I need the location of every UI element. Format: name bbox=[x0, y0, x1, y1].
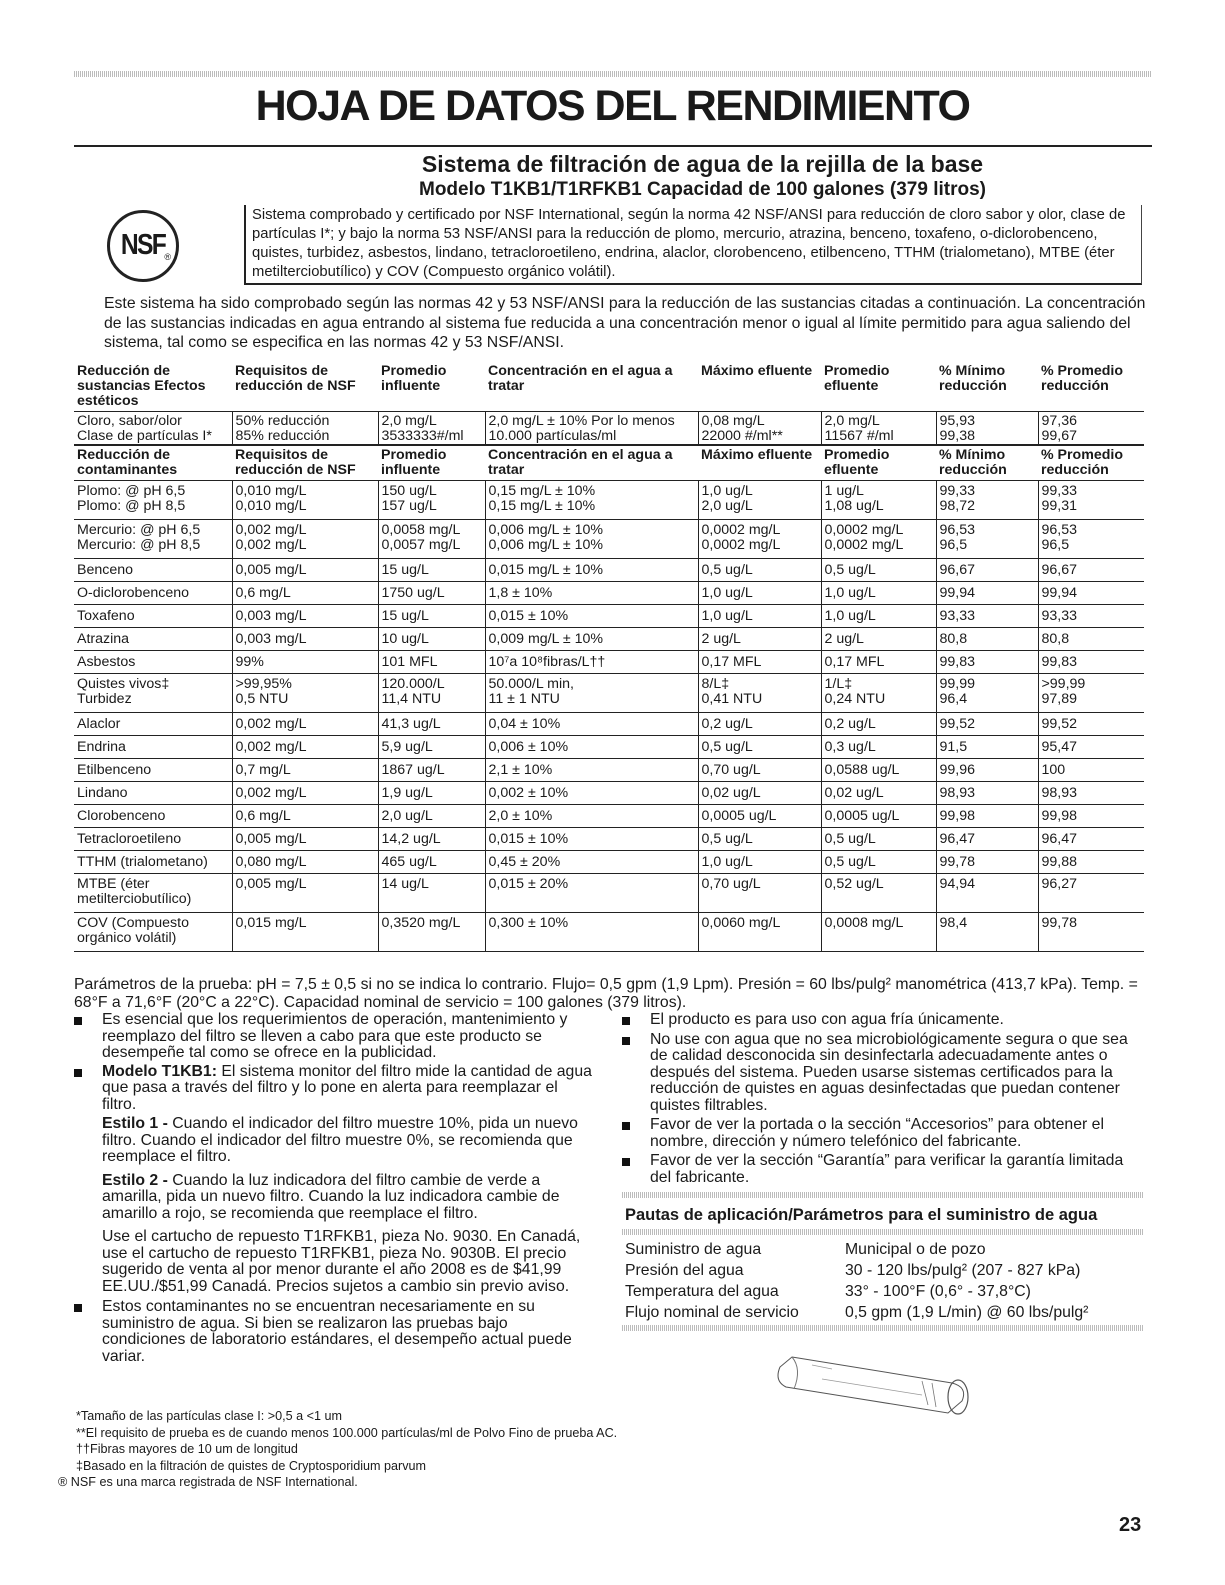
col-header: % Mínimo reducción bbox=[936, 445, 1038, 481]
note-bullet: Es esencial que los requerimientos de operación, mantenimiento y reemplazo del filtro se lleven a cabo para que este producto se desempeñe tal como se ofrece en la publicidad. bbox=[74, 1012, 594, 1062]
style2-text: Cuando la luz indicadora del filtro cambie de verde a amarilla, pida un nuevo filtro. Cuando la luz indicadora cambie de amarillo a rojo, se recomienda que reemplace el filtro. bbox=[102, 1171, 560, 1222]
table-cell: 1,0 ug/L 2,0 ug/L bbox=[698, 481, 821, 520]
footnote: *Tamaño de las partículas clase I: >0,5 a <1 um bbox=[76, 1409, 343, 1423]
table-cell: 1,8 ± 10% bbox=[485, 582, 698, 605]
registered-mark: ® bbox=[164, 252, 171, 262]
footnote: ††Fibras mayores de 10 um de longitud bbox=[76, 1442, 298, 1456]
page-number: 23 bbox=[1119, 1514, 1142, 1536]
table-cell: Asbestos bbox=[74, 651, 232, 674]
table-cell: MTBE (éter metilterciobutílico) bbox=[74, 874, 232, 913]
table-cell: 10⁷a 10⁸fibras/L†† bbox=[485, 651, 698, 674]
table-cell: 0,015 mg/L bbox=[232, 913, 378, 952]
table-cell: 1867 ug/L bbox=[378, 759, 485, 782]
table-cell: 80,8 bbox=[936, 628, 1038, 651]
table-cell: 150 ug/L 157 ug/L bbox=[378, 481, 485, 520]
table-cell: 99,83 bbox=[1038, 651, 1144, 674]
table-row bbox=[622, 1302, 1144, 1323]
table-cell: 0,015 ± 10% bbox=[485, 605, 698, 628]
subtitle: Sistema de filtración de agua de la rejilla de la base bbox=[421, 151, 984, 177]
table-cell: 0,015 ± 10% bbox=[485, 828, 698, 851]
table-cell: 0,15 mg/L ± 10% 0,15 mg/L ± 10% bbox=[485, 481, 698, 520]
top-dotted-rule bbox=[74, 71, 1152, 77]
table-cell: 0,005 mg/L bbox=[232, 874, 378, 913]
table-cell: 98,93 bbox=[936, 782, 1038, 805]
table-header-row bbox=[74, 362, 1144, 412]
table-cell: 2,0 ± 10% bbox=[485, 805, 698, 828]
table-cell: 0,02 ug/L bbox=[821, 782, 936, 805]
intro-paragraph: Este sistema ha sido comprobado según las normas 42 y 53 NSF/ANSI para la reducción de las sustancias citadas a continuación. La concentración de las sustancias indicadas en agua entrando al sistema fue reducida a una concentración menor o igual al límite permitido para agua saliendo del sistema, tal como se especifica en las normas 42 y 53 NSF/ANSI. bbox=[104, 295, 1146, 351]
table-cell: 1,9 ug/L bbox=[378, 782, 485, 805]
table-cell: 99,94 bbox=[1038, 582, 1144, 605]
table-cell: 2,1 ± 10% bbox=[485, 759, 698, 782]
table-cell: 99,98 bbox=[936, 805, 1038, 828]
table-cell: 0,003 mg/L bbox=[232, 605, 378, 628]
col-header: Reducción de sustancias Efectos estéticos bbox=[77, 363, 206, 409]
table-cell: 100 bbox=[1038, 759, 1144, 782]
table-cell: 99,98 bbox=[1038, 805, 1144, 828]
col-header: % Promedio reducción bbox=[1041, 363, 1123, 394]
table-cell: 99,33 98,72 bbox=[936, 481, 1038, 520]
col-header: Máximo efluente bbox=[701, 363, 813, 379]
table-row bbox=[622, 1260, 1144, 1281]
table-cell: 10 ug/L bbox=[378, 628, 485, 651]
table-cell: 99,52 bbox=[936, 713, 1038, 736]
table-cell: 0,6 mg/L bbox=[232, 582, 378, 605]
table-cell: 1,0 ug/L bbox=[698, 851, 821, 874]
table-cell: 96,47 bbox=[936, 828, 1038, 851]
table-cell: Quistes vivos‡ Turbidez bbox=[74, 674, 232, 713]
table-cell: 0,02 ug/L bbox=[698, 782, 821, 805]
table-cell: 0,70 ug/L bbox=[698, 759, 821, 782]
table-row bbox=[74, 874, 1144, 913]
table-cell: 99,88 bbox=[1038, 851, 1144, 874]
page-title: HOJA DE DATOS DEL RENDIMIENTO bbox=[255, 82, 970, 130]
table-cell: Cloro, sabor/olor Clase de partículas I* bbox=[74, 412, 232, 446]
table-cell: 97,36 99,67 bbox=[1038, 412, 1144, 446]
footnotes bbox=[58, 1408, 858, 1491]
supply-label: Suministro de agua bbox=[625, 1240, 762, 1258]
nsf-logo-text: NSF bbox=[120, 229, 166, 261]
table-cell: 1,0 ug/L bbox=[698, 605, 821, 628]
table-cell: 50.000/L min, 11 ± 1 NTU bbox=[485, 674, 698, 713]
certification-box: Sistema comprobado y certificado por NSF International, según la norma 42 NSF/ANSI para reducción de cloro sabor y olor, clase de partículas I*; y bajo la norma 53 NSF/ANSI para la reducción de plomo, mercurio, atrazina, benceno, toxafeno, o-diclorobenceno, quistes, turbidez, asbestos, lindano, tetracloroetileno, endrina, alaclor, clorobenceno, etilbenceno, TTHM (trialometano), MTBE (éter metilterciobutílico) y COV (Compuesto orgánico volátil). bbox=[244, 205, 1142, 285]
table-row bbox=[74, 828, 1144, 851]
table-row bbox=[74, 628, 1144, 651]
supply-value: Municipal o de pozo bbox=[845, 1240, 986, 1258]
table-cell: 99,94 bbox=[936, 582, 1038, 605]
table-cell: 0,0005 ug/L bbox=[698, 805, 821, 828]
table-cell: 98,93 bbox=[1038, 782, 1144, 805]
style1-label: Estilo 1 - bbox=[102, 1115, 168, 1132]
table-cell: 465 ug/L bbox=[378, 851, 485, 874]
table-cell: 0,7 mg/L bbox=[232, 759, 378, 782]
table-cell: 15 ug/L bbox=[378, 559, 485, 582]
table-cell: 0,006 ± 10% bbox=[485, 736, 698, 759]
nsf-logo bbox=[107, 210, 179, 282]
table-cell: 0,002 mg/L bbox=[232, 736, 378, 759]
table-row bbox=[74, 913, 1144, 952]
table-cell: 0,0008 mg/L bbox=[821, 913, 936, 952]
col-header: Promedio efluente bbox=[821, 445, 936, 481]
col-header: Requisitos de reducción de NSF bbox=[232, 445, 378, 481]
table-cell: 14 ug/L bbox=[378, 874, 485, 913]
style1-note bbox=[74, 1116, 594, 1166]
table-row bbox=[74, 481, 1144, 520]
table-cell: 2,0 ug/L bbox=[378, 805, 485, 828]
table-cell: 99,52 bbox=[1038, 713, 1144, 736]
table-cell: 2,0 mg/L 3533333#/ml bbox=[378, 412, 485, 446]
table-cell: 2,0 mg/L ± 10% Por lo menos 10.000 partículas/ml bbox=[485, 412, 698, 446]
table-cell: 96,47 bbox=[1038, 828, 1144, 851]
table-cell: 0,0058 mg/L 0,0057 mg/L bbox=[378, 520, 485, 559]
table-cell: 0,70 ug/L bbox=[698, 874, 821, 913]
table-row bbox=[74, 559, 1144, 582]
table-cell: >99,95% 0,5 NTU bbox=[232, 674, 378, 713]
table-cell: 0,3 ug/L bbox=[821, 736, 936, 759]
table-cell: Mercurio: @ pH 6,5 Mercurio: @ pH 8,5 bbox=[74, 520, 232, 559]
table-cell: 0,002 mg/L bbox=[232, 713, 378, 736]
dotted-rule bbox=[622, 1325, 1144, 1331]
supply-value: 0,5 gpm (1,9 L/min) @ 60 lbs/pulg² bbox=[845, 1303, 1089, 1321]
table-cell: Clorobenceno bbox=[74, 805, 232, 828]
table-cell: Tetracloroetileno bbox=[74, 828, 232, 851]
table-cell: 1,0 ug/L bbox=[821, 605, 936, 628]
table-cell: 8/L‡ 0,41 NTU bbox=[698, 674, 821, 713]
table-cell: 1750 ug/L bbox=[378, 582, 485, 605]
filter-cartridge-illustration bbox=[772, 1335, 992, 1415]
table-cell: 0,5 ug/L bbox=[698, 559, 821, 582]
table-cell: 99,78 bbox=[936, 851, 1038, 874]
table-row bbox=[74, 759, 1144, 782]
table-cell: 1,0 ug/L bbox=[821, 582, 936, 605]
table-row bbox=[74, 713, 1144, 736]
table-cell: 0,17 MFL bbox=[821, 651, 936, 674]
table-cell: 0,0005 ug/L bbox=[821, 805, 936, 828]
table-row bbox=[74, 736, 1144, 759]
table-cell: 0,04 ± 10% bbox=[485, 713, 698, 736]
col-header: Concentración en el agua a tratar bbox=[485, 445, 698, 481]
table-row bbox=[74, 582, 1144, 605]
table-cell: 80,8 bbox=[1038, 628, 1144, 651]
table-cell: 0,0002 mg/L 0,0002 mg/L bbox=[821, 520, 936, 559]
right-notes bbox=[622, 1012, 1144, 1415]
supply-label: Presión del agua bbox=[625, 1261, 744, 1279]
table-cell: 0,08 mg/L 22000 #/ml** bbox=[698, 412, 821, 446]
col-header: Promedio influente bbox=[378, 445, 485, 481]
supply-value: 33° - 100°F (0,6° - 37,8°C) bbox=[845, 1282, 1031, 1300]
table-cell: Etilbenceno bbox=[74, 759, 232, 782]
table-cell: 0,0002 mg/L 0,0002 mg/L bbox=[698, 520, 821, 559]
table-cell: 93,33 bbox=[1038, 605, 1144, 628]
table-cell: 0,0588 ug/L bbox=[821, 759, 936, 782]
table-cell: 101 MFL bbox=[378, 651, 485, 674]
note-bullet: No use con agua que no sea microbiológicamente segura o que sea de calidad desconocida sin desinfectarla adecuadamente antes o después del sistema. Pueden usarse sistemas certificados para la reducción de quistes en aguas desinfectadas que puedan contener quistes filtrables. bbox=[622, 1032, 1144, 1115]
col-header: Requisitos de reducción de NSF bbox=[235, 363, 356, 394]
table-row bbox=[74, 520, 1144, 559]
note-bullet: Favor de ver la portada o la sección “Accesorios” para obtener el nombre, dirección y número telefónico del fabricante. bbox=[622, 1117, 1144, 1150]
table-cell: 0,006 mg/L ± 10% 0,006 mg/L ± 10% bbox=[485, 520, 698, 559]
table-cell: O-diclorobenceno bbox=[74, 582, 232, 605]
table-cell: 120.000/L 11,4 NTU bbox=[378, 674, 485, 713]
table-cell: 0,5 ug/L bbox=[698, 828, 821, 851]
col-header: Promedio influente bbox=[381, 363, 447, 394]
table-cell: >99,99 97,89 bbox=[1038, 674, 1144, 713]
footnote: ® NSF es una marca registrada de NSF International. bbox=[58, 1475, 358, 1489]
table-cell: 95,47 bbox=[1038, 736, 1144, 759]
table-cell: 0,010 mg/L 0,010 mg/L bbox=[232, 481, 378, 520]
dotted-rule bbox=[622, 1229, 1144, 1235]
table-cell: 99,83 bbox=[936, 651, 1038, 674]
table-cell: 99,96 bbox=[936, 759, 1038, 782]
table-cell: 5,9 ug/L bbox=[378, 736, 485, 759]
table-cell: COV (Compuesto orgánico volátil) bbox=[74, 913, 232, 952]
performance-table bbox=[74, 362, 1144, 952]
table-cell: 0,5 ug/L bbox=[821, 559, 936, 582]
table-cell: 0,002 mg/L bbox=[232, 782, 378, 805]
table-cell: 1/L‡ 0,24 NTU bbox=[821, 674, 936, 713]
note-bullet: El producto es para uso con agua fría únicamente. bbox=[622, 1012, 1144, 1029]
table-cell: 96,67 bbox=[1038, 559, 1144, 582]
table-cell: TTHM (trialometano) bbox=[74, 851, 232, 874]
table-cell: 14,2 ug/L bbox=[378, 828, 485, 851]
table-header-row bbox=[74, 445, 1144, 481]
table-cell: 96,67 bbox=[936, 559, 1038, 582]
note-bullet: Favor de ver la sección “Garantía” para verificar la garantía limitada del fabricante. bbox=[622, 1153, 1144, 1186]
table-cell: 94,94 bbox=[936, 874, 1038, 913]
table-cell: 0,45 ± 20% bbox=[485, 851, 698, 874]
style2-label: Estilo 2 - bbox=[102, 1171, 168, 1189]
table-cell: 2 ug/L bbox=[698, 628, 821, 651]
table-cell: 98,4 bbox=[936, 913, 1038, 952]
table-cell: 2,0 mg/L 11567 #/ml bbox=[821, 412, 936, 446]
table-cell: 0,5 ug/L bbox=[698, 736, 821, 759]
table-cell: 0,080 mg/L bbox=[232, 851, 378, 874]
table-cell: 99,78 bbox=[1038, 913, 1144, 952]
table-cell: 0,2 ug/L bbox=[698, 713, 821, 736]
table-cell: 91,5 bbox=[936, 736, 1038, 759]
model-capacity: Modelo T1KB1/T1RFKB1 Capacidad de 100 galones (379 litros) bbox=[419, 179, 986, 200]
table-cell: 15 ug/L bbox=[378, 605, 485, 628]
table-cell: 0,2 ug/L bbox=[821, 713, 936, 736]
col-header: Concentración en el agua a tratar bbox=[488, 363, 673, 394]
col-header: Reducción de contaminantes bbox=[74, 445, 232, 481]
col-header: Promedio efluente bbox=[824, 363, 890, 394]
table-cell: 99,99 96,4 bbox=[936, 674, 1038, 713]
table-cell: 0,005 mg/L bbox=[232, 559, 378, 582]
table-cell: 95,93 99,38 bbox=[936, 412, 1038, 446]
table-row bbox=[74, 674, 1144, 713]
supply-label: Flujo nominal de servicio bbox=[625, 1303, 799, 1321]
table-cell: 0,005 mg/L bbox=[232, 828, 378, 851]
table-cell: 0,5 ug/L bbox=[821, 851, 936, 874]
table-cell: 0,3520 mg/L bbox=[378, 913, 485, 952]
footnote: **El requisito de prueba es de cuando menos 100.000 partículas/ml de Polvo Fino de prueba AC. bbox=[76, 1425, 618, 1440]
table-cell: 99% bbox=[232, 651, 378, 674]
table-cell: Toxafeno bbox=[74, 605, 232, 628]
supply-title: Pautas de aplicación/Parámetros para el suministro de agua bbox=[625, 1206, 1098, 1224]
performance-table-body bbox=[74, 362, 1144, 952]
table-row bbox=[74, 782, 1144, 805]
table-cell: 50% reducción 85% reducción bbox=[232, 412, 378, 446]
footnote: ‡Basado en la filtración de quistes de Cryptosporidium parvum bbox=[76, 1458, 427, 1473]
table-cell: 0,17 MFL bbox=[698, 651, 821, 674]
table-cell: 41,3 ug/L bbox=[378, 713, 485, 736]
table-cell: 1 ug/L 1,08 ug/L bbox=[821, 481, 936, 520]
table-cell: 0,002 mg/L 0,002 mg/L bbox=[232, 520, 378, 559]
table-cell: 96,53 96,5 bbox=[936, 520, 1038, 559]
model-note: El sistema monitor del filtro mide la cantidad de agua que pasa a través del filtro y lo pone en alerta para reemplazar el filtro. bbox=[102, 1062, 592, 1113]
test-parameters: Parámetros de la prueba: pH = 7,5 ± 0,5 si no se indica lo contrario. Flujo= 0,5 gpm (1,9 Lpm). Presión = 60 lbs/pulg² manométrica (413,7 kPa). Temp. = 68°F a 71,6°F (20°C a 22°C). Capacidad nominal de servicio = 100 galones (379 litros). bbox=[74, 976, 1138, 1011]
cartridge-note: Use el cartucho de repuesto T1RFKB1, pieza No. 9030. En Canadá, use el cartucho de repuesto T1RFKB1, pieza No. 9030B. El precio sugerido de venta al por menor durante el año 2008 es de $41,99 EE.UU./$51,99 Canadá. Precios sujetos a cambio sin previo aviso. bbox=[102, 1228, 581, 1295]
table-cell: 0,300 ± 10% bbox=[485, 913, 698, 952]
table-cell: 0,015 ± 20% bbox=[485, 874, 698, 913]
table-cell: Plomo: @ pH 6,5 Plomo: @ pH 8,5 bbox=[74, 481, 232, 520]
table-row bbox=[74, 651, 1144, 674]
table-row bbox=[74, 412, 1144, 446]
table-cell: Atrazina bbox=[74, 628, 232, 651]
note-bullet bbox=[74, 1064, 594, 1114]
table-cell: 0,0060 mg/L bbox=[698, 913, 821, 952]
table-row bbox=[622, 1239, 1144, 1260]
supply-value: 30 - 120 lbs/pulg² (207 - 827 kPa) bbox=[845, 1261, 1081, 1279]
model-label: Modelo T1KB1: bbox=[102, 1062, 217, 1080]
supply-label: Temperatura del agua bbox=[625, 1282, 779, 1300]
dotted-rule bbox=[622, 1192, 1144, 1198]
table-cell: Alaclor bbox=[74, 713, 232, 736]
style2-note bbox=[74, 1173, 594, 1223]
table-cell: 96,27 bbox=[1038, 874, 1144, 913]
left-notes bbox=[74, 1012, 594, 1365]
table-cell: 0,015 mg/L ± 10% bbox=[485, 559, 698, 582]
table-cell: 0,52 ug/L bbox=[821, 874, 936, 913]
table-cell: 0,003 mg/L bbox=[232, 628, 378, 651]
col-header: % Promedio reducción bbox=[1038, 445, 1144, 481]
table-cell: 93,33 bbox=[936, 605, 1038, 628]
table-row bbox=[74, 851, 1144, 874]
title-rule bbox=[74, 145, 1152, 147]
table-row bbox=[74, 605, 1144, 628]
table-cell: Lindano bbox=[74, 782, 232, 805]
table-cell: 0,6 mg/L bbox=[232, 805, 378, 828]
table-cell: 0,002 ± 10% bbox=[485, 782, 698, 805]
supply-table bbox=[622, 1239, 1144, 1323]
table-cell: 0,5 ug/L bbox=[821, 828, 936, 851]
table-cell: 0,009 mg/L ± 10% bbox=[485, 628, 698, 651]
table-cell: 99,33 99,31 bbox=[1038, 481, 1144, 520]
table-row bbox=[74, 805, 1144, 828]
table-cell: 1,0 ug/L bbox=[698, 582, 821, 605]
table-cell: Benceno bbox=[74, 559, 232, 582]
col-header: % Mínimo reducción bbox=[939, 363, 1007, 394]
table-cell: Endrina bbox=[74, 736, 232, 759]
note-bullet: Estos contaminantes no se encuentran necesariamente en su suministro de agua. Si bien se realizaron las pruebas bajo condiciones de laboratorio estándares, el desempeño actual puede variar. bbox=[74, 1299, 594, 1365]
style1-text: Cuando el indicador del filtro muestre 10%, pida un nuevo filtro. Cuando el indicador del filtro muestre 0%, se recomienda que reemplace el filtro. bbox=[102, 1115, 578, 1165]
table-row bbox=[622, 1281, 1144, 1302]
table-cell: 96,53 96,5 bbox=[1038, 520, 1144, 559]
col-header: Máximo efluente bbox=[698, 445, 821, 481]
table-cell: 2 ug/L bbox=[821, 628, 936, 651]
